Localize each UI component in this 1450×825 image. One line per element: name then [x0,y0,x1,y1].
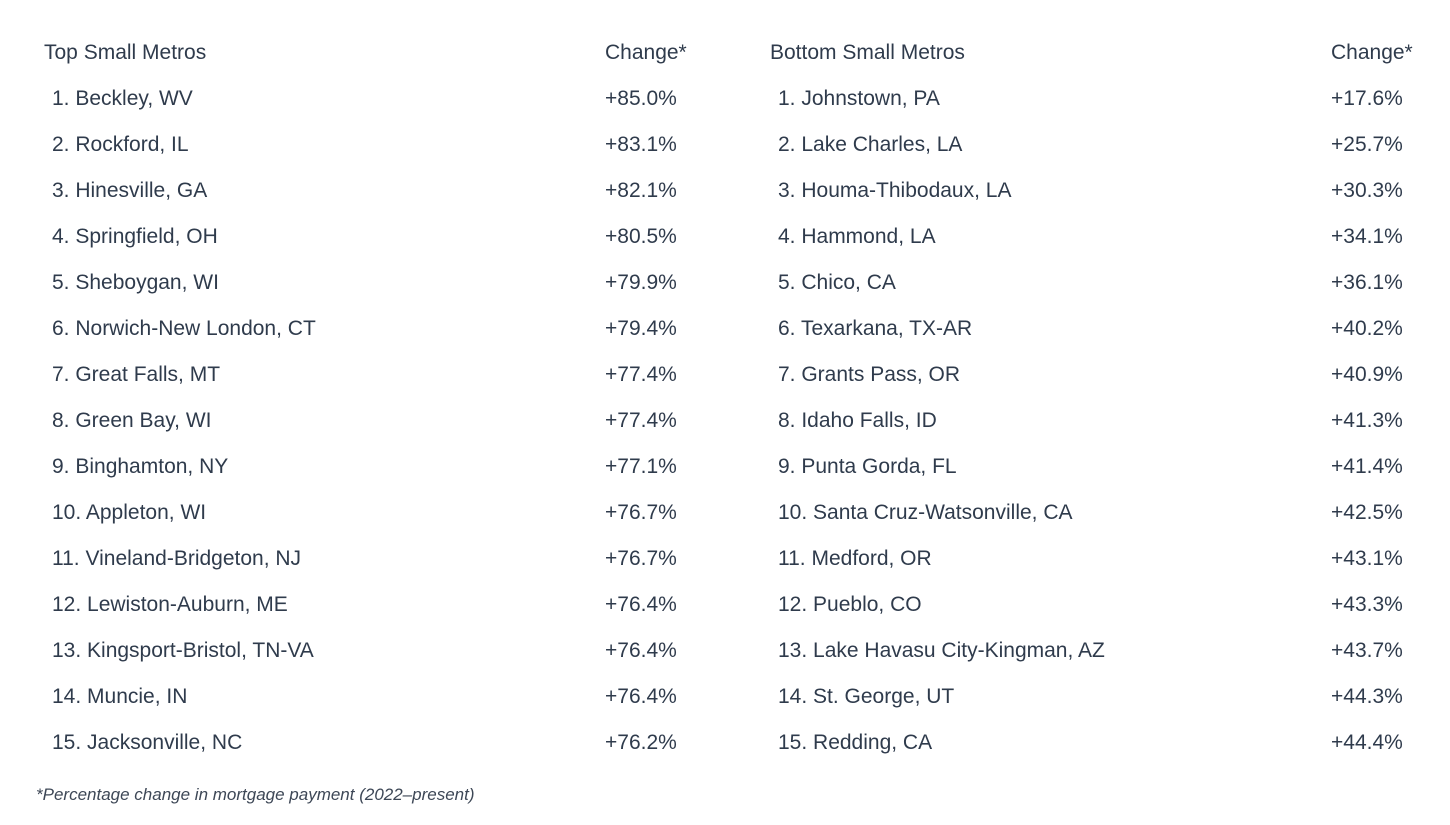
metro-name: 13. Lake Havasu City-Kingman, AZ [778,639,1105,662]
metro-name: 10. Santa Cruz-Watsonville, CA [778,501,1073,524]
table-row [770,490,1430,536]
metro-name: 4. Springfield, OH [52,225,218,248]
change-value: +82.1% [605,179,677,202]
change-value: +79.9% [605,271,677,294]
change-value: +83.1% [605,133,677,156]
metro-name: 5. Chico, CA [778,271,896,294]
table-row [44,352,704,398]
table-title: Bottom Small Metros [770,41,965,64]
table-row [44,582,704,628]
table-row [770,398,1430,444]
change-value: +77.1% [605,455,677,478]
change-value: +41.4% [1331,455,1403,478]
change-value: +79.4% [605,317,677,340]
bottom-small-metros-table [770,30,1430,766]
metro-name: 8. Idaho Falls, ID [778,409,937,432]
metro-name: 5. Sheboygan, WI [52,271,219,294]
table-rows [44,76,704,766]
table-row [44,122,704,168]
metro-name: 15. Redding, CA [778,731,933,754]
change-value: +76.2% [605,731,677,754]
metro-name: 7. Great Falls, MT [52,363,221,386]
change-value: +76.7% [605,547,677,570]
table-row [44,214,704,260]
change-value: +40.9% [1331,363,1403,386]
change-value: +76.4% [605,685,677,708]
table-row [770,444,1430,490]
table-rows [770,76,1430,766]
metro-name: 8. Green Bay, WI [52,409,212,432]
table-header [770,30,1430,76]
table-row [44,674,704,720]
change-value: +41.3% [1331,409,1403,432]
change-value: +30.3% [1331,179,1403,202]
table-row [44,398,704,444]
metro-name: 3. Houma-Thibodaux, LA [778,179,1012,202]
metro-name: 4. Hammond, LA [778,225,936,248]
change-value: +77.4% [605,409,677,432]
table-row [44,260,704,306]
table-row [770,214,1430,260]
change-column-header: Change* [605,41,687,64]
change-value: +42.5% [1331,501,1403,524]
table-row [770,628,1430,674]
table-row [770,168,1430,214]
table-header [44,30,704,76]
table-row [44,444,704,490]
change-value: +76.4% [605,593,677,616]
metro-name: 12. Pueblo, CO [778,593,922,616]
change-value: +77.4% [605,363,677,386]
change-value: +25.7% [1331,133,1403,156]
change-value: +40.2% [1331,317,1403,340]
table-row [770,582,1430,628]
change-value: +43.1% [1331,547,1403,570]
metro-name: 15. Jacksonville, NC [52,731,243,754]
table-title: Top Small Metros [44,41,207,64]
table-row [44,76,704,122]
table-row [44,720,704,766]
change-value: +43.7% [1331,639,1403,662]
change-value: +17.6% [1331,87,1403,110]
top-small-metros-table [44,30,704,766]
table-row [770,674,1430,720]
metro-name: 10. Appleton, WI [52,501,207,524]
metro-name: 14. Muncie, IN [52,685,188,708]
table-row [44,168,704,214]
footnote: *Percentage change in mortgage payment (2022–present) [36,785,475,804]
metro-name: 2. Lake Charles, LA [778,133,963,156]
change-value: +76.7% [605,501,677,524]
metro-name: 11. Medford, OR [778,547,932,570]
metro-name: 2. Rockford, IL [52,133,189,156]
metro-name: 11. Vineland-Bridgeton, NJ [52,547,302,570]
table-row [44,536,704,582]
metro-name: 9. Punta Gorda, FL [778,455,957,478]
change-value: +44.3% [1331,685,1403,708]
metro-name: 12. Lewiston-Auburn, ME [52,593,288,616]
change-value: +44.4% [1331,731,1403,754]
metro-name: 3. Hinesville, GA [52,179,208,202]
change-value: +85.0% [605,87,677,110]
metro-name: 1. Beckley, WV [52,87,193,110]
change-value: +80.5% [605,225,677,248]
table-row [770,122,1430,168]
change-value: +43.3% [1331,593,1403,616]
table-row [770,260,1430,306]
change-value: +36.1% [1331,271,1403,294]
change-value: +34.1% [1331,225,1403,248]
table-row [770,352,1430,398]
table-row [44,490,704,536]
table-row [770,76,1430,122]
table-row [770,536,1430,582]
metro-name: 6. Norwich-New London, CT [52,317,316,340]
change-column-header: Change* [1331,41,1413,64]
change-value: +76.4% [605,639,677,662]
metro-name: 7. Grants Pass, OR [778,363,961,386]
metro-name: 14. St. George, UT [778,685,955,708]
metro-name: 1. Johnstown, PA [778,87,940,110]
metro-name: 13. Kingsport-Bristol, TN-VA [52,639,314,662]
table-row [770,306,1430,352]
table-row [44,306,704,352]
metro-name: 6. Texarkana, TX-AR [778,317,973,340]
metro-name: 9. Binghamton, NY [52,455,229,478]
table-row [770,720,1430,766]
table-row [44,628,704,674]
